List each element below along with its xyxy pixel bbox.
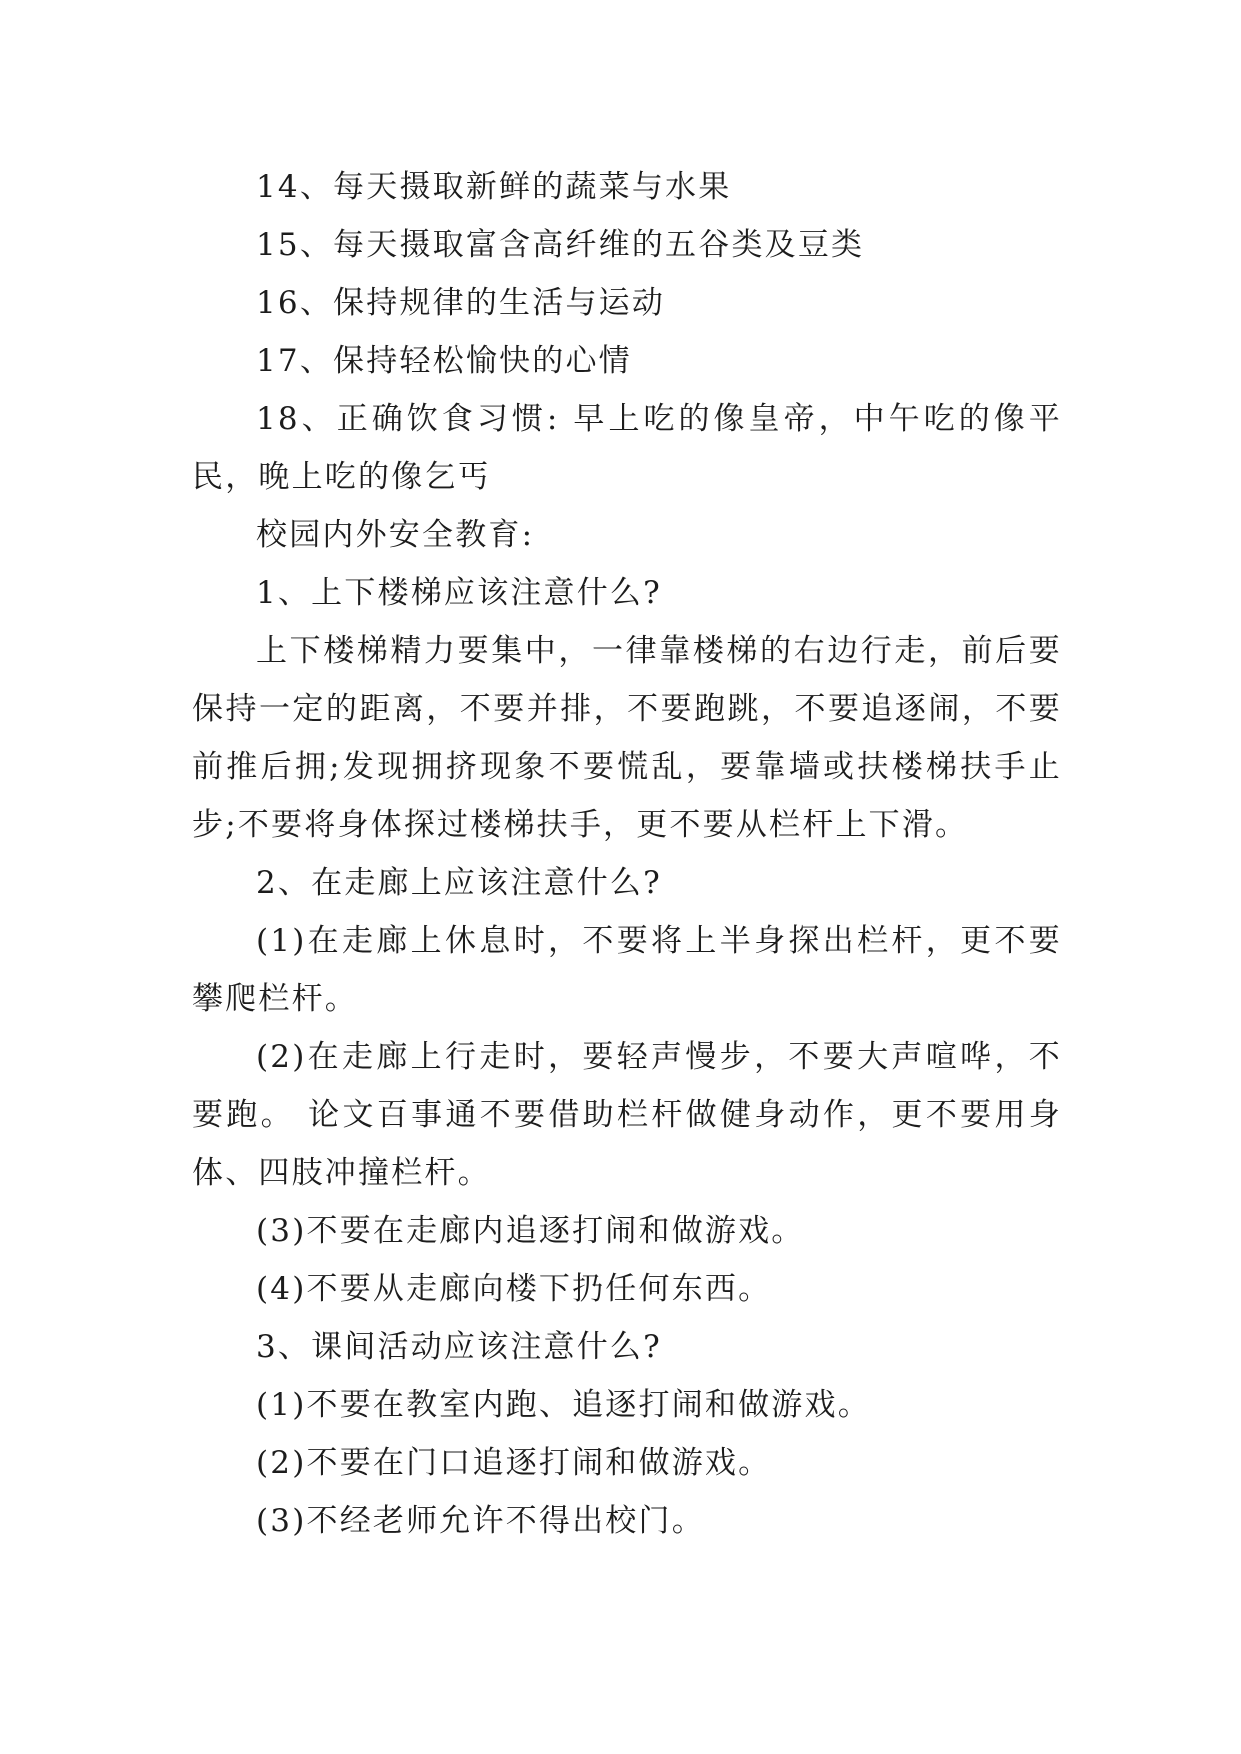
answer-1: 上下楼梯精力要集中，一律靠楼梯的右边行走，前后要保持一定的距离，不要并排，不要跑跳，不要追逐闹，不要前推后拥;发现拥挤现象不要慌乱，要靠墙或扶楼梯扶手止步;不要将身体探过楼梯扶手，更不要从栏杆上下滑。 bbox=[192, 633, 1062, 843]
answer-3-item-3: (3)不经老师允许不得出校门。 bbox=[256, 1503, 705, 1539]
answer-3-item-2: (2)不要在门口追逐打闹和做游戏。 bbox=[256, 1445, 772, 1481]
document-body bbox=[192, 158, 1062, 1550]
section-heading: 校园内外安全教育: bbox=[256, 517, 535, 553]
list-item-15: 15、每天摄取富含高纤维的五谷类及豆类 bbox=[256, 227, 865, 263]
question-2: 2、在走廊上应该注意什么? bbox=[256, 865, 662, 901]
answer-2-item-4: (4)不要从走廊向楼下扔任何东西。 bbox=[256, 1271, 772, 1307]
answer-2-item-1: (1)在走廊上休息时，不要将上半身探出栏杆，更不要攀爬栏杆。 bbox=[192, 923, 1062, 1017]
answer-3-item-1: (1)不要在教室内跑、追逐打闹和做游戏。 bbox=[256, 1387, 871, 1423]
question-3: 3、课间活动应该注意什么? bbox=[256, 1329, 662, 1365]
list-item-16: 16、保持规律的生活与运动 bbox=[256, 285, 666, 321]
question-1: 1、上下楼梯应该注意什么? bbox=[256, 575, 662, 611]
list-item-18: 18、正确饮食习惯: 早上吃的像皇帝，中午吃的像平民，晚上吃的像乞丐 bbox=[192, 401, 1062, 495]
answer-2-item-2: (2)在走廊上行走时，要轻声慢步，不要大声喧哗，不要跑。 论文百事通不要借助栏杆做健身动作，更不要用身体、四肢冲撞栏杆。 bbox=[192, 1039, 1062, 1191]
list-item-14: 14、每天摄取新鲜的蔬菜与水果 bbox=[256, 169, 732, 205]
answer-2-item-3: (3)不要在走廊内追逐打闹和做游戏。 bbox=[256, 1213, 805, 1249]
list-item-17: 17、保持轻松愉快的心情 bbox=[256, 343, 632, 379]
